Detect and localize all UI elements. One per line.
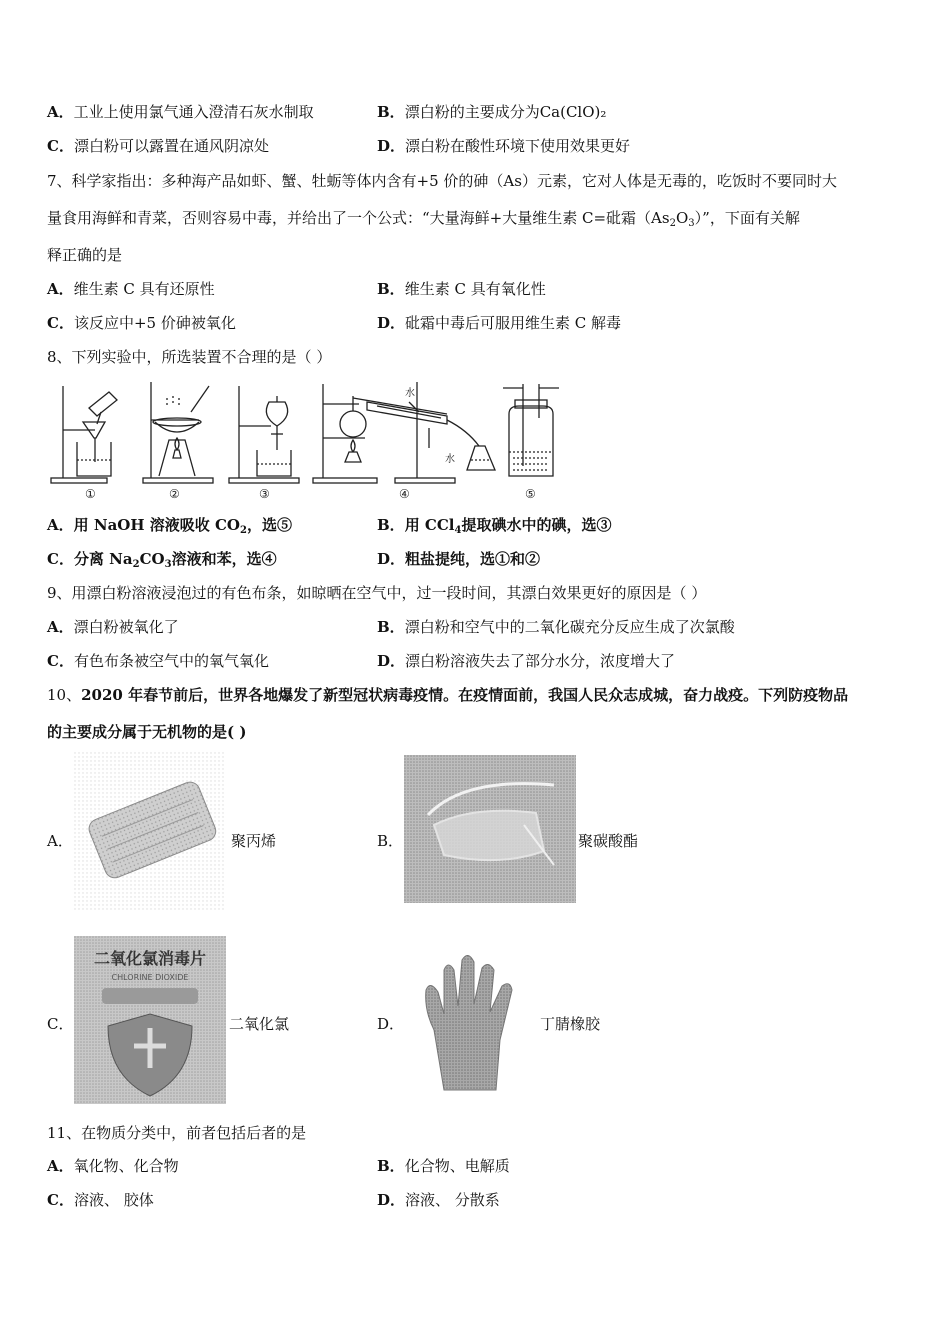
q6-option-d [377,136,630,156]
option-letter: C． [47,550,74,568]
q10-option-d-text: 丁腈橡胶 [540,1015,601,1033]
option-text: 维生素 C 具有氧化性 [404,280,546,298]
apparatus-label-3: ③ [259,487,270,501]
option-text: 化合物、电解质 [404,1157,510,1175]
option-sub: 2 [239,525,247,536]
q7-sub-2: 2 [669,218,676,229]
q6-option-b [377,102,606,122]
option-text: 漂白粉在酸性环境下使用效果更好 [405,137,631,155]
apparatus-5-gas-washing-bottle [503,384,559,476]
q10-option-c-letter: C． [47,1015,74,1033]
option-letter: D． [377,137,406,155]
mask-image [74,752,226,912]
q11-option-a [47,1156,179,1176]
q10-option-c-text: 二氧化氯 [229,1015,290,1033]
option-sub-2: 3 [164,559,172,570]
option-letter: C． [47,1191,74,1209]
option-letter: D． [377,652,406,670]
apparatus-label-5: ⑤ [525,487,536,501]
option-text: 漂白粉溶液失去了部分水分，浓度增大了 [405,652,676,670]
box-title: 二氧化氯消毒片 [93,949,207,968]
water-inlet-label: 水 [405,388,415,399]
option-text: 有色布条被空气中的氧气氧化 [73,652,269,670]
option-letter: A． [47,103,74,121]
option-text-post: ，选⑤ [246,516,292,534]
water-outlet-label: 水 [445,454,455,465]
option-text: 漂白粉和空气中的二氧化碳充分反应生成了次氯酸 [404,618,735,636]
option-letter: D． [377,1191,406,1209]
apparatus-4-distillation [313,382,495,483]
option-text: 粗盐提纯，选①和② [405,550,541,568]
option-text: 维生素 C 具有还原性 [73,280,215,298]
option-letter: B． [377,280,405,298]
option-text: 漂白粉被氧化了 [73,618,179,636]
option-letter: A． [47,1157,74,1175]
q10-stem-line2: 的主要成分属于无机物的是( ) [47,723,247,741]
option-letter: A． [47,618,74,636]
q10-number: 10、 [47,686,82,704]
option-text: 漂白粉的主要成分为Ca(ClO)₂ [404,103,607,121]
q11-option-c [47,1190,154,1210]
option-text: 工业上使用氯气通入澄清石灰水制取 [73,103,314,121]
q10-stem-text: 2020 年春节前后，世界各地爆发了新型冠状病毒疫情。在疫情面前，我国人民众志成城，奋力战疫。下列防疫物品 [81,686,849,704]
q8-option-a [47,515,292,535]
q11-option-b [377,1156,510,1176]
q8-option-d [377,549,540,569]
option-letter: B． [377,516,405,534]
option-letter: B． [377,1157,405,1175]
option-sub: 4 [454,525,462,536]
q10-option-d-letter: D． [377,1015,405,1033]
option-text: 砒霜中毒后可服用维生素 C 解毒 [405,314,622,332]
option-text: 氧化物、化合物 [73,1157,179,1175]
option-text-pre: 分离 Na [73,550,133,568]
q10-option-a-letter: A． [47,832,73,850]
q7-stem-line2-a: 量食用海鲜和青菜，否则容易中毒，并给出了一个公式：“大量海鲜+大量维生素 C=砒霜（As [47,209,670,227]
lab-apparatus-figure [47,378,567,504]
option-letter: D． [377,314,406,332]
option-text-post: 提取碘水中的碘，选③ [461,516,612,534]
gloves-image [404,940,538,1104]
option-text-post: 溶液和苯，选④ [171,550,277,568]
q9-option-d [377,651,675,671]
q8-stem: 8、下列实验中，所选装置不合理的是（ ） [47,348,332,366]
option-letter: D． [377,550,406,568]
option-text: 溶液、 胶体 [73,1191,154,1209]
apparatus-label-1: ① [85,487,96,501]
q9-option-b [377,617,735,637]
q7-sub-3: 3 [688,218,695,229]
option-text-pre: 用 CCl [404,516,455,534]
option-letter: C． [47,137,74,155]
q11-option-d [377,1190,500,1210]
option-text: 漂白粉可以露置在通风阴凉处 [73,137,269,155]
q10-option-b-text: 聚碳酸酯 [578,832,639,850]
option-sub: 2 [132,559,140,570]
q7-option-d [377,313,621,333]
q6-option-a [47,102,314,122]
box-subtitle: CHLORINE DIOXIDE [111,973,189,982]
option-text-mid: CO [139,550,165,568]
option-letter: A． [47,516,74,534]
option-text: 该反应中+5 价砷被氧化 [73,314,236,332]
goggles-image [404,755,576,903]
q7-stem-line2 [47,208,800,228]
q10-stem-line1 [47,685,848,705]
option-text: 溶液、 分散系 [405,1191,500,1209]
q11-stem: 11、在物质分类中，前者包括后者的是 [47,1124,307,1142]
q7-option-c [47,313,236,333]
q6-option-c [47,136,269,156]
q9-option-a [47,617,179,637]
q8-option-c [47,549,277,569]
option-letter: A． [47,280,74,298]
disinfectant-box-image [74,936,226,1104]
q7-option-b [377,279,546,299]
apparatus-1-filtration [51,386,117,483]
apparatus-label-2: ② [169,487,180,501]
q10-option-b-letter: B． [377,832,404,850]
q7-stem-line2-b: O [675,209,689,227]
q8-option-b [377,515,611,535]
option-text-pre: 用 NaOH 溶液吸收 CO [73,516,240,534]
option-letter: C． [47,314,74,332]
option-letter: C． [47,652,74,670]
q9-option-c [47,651,269,671]
apparatus-2-evaporation [143,382,213,483]
option-letter: B． [377,618,405,636]
q9-stem: 9、用漂白粉溶液浸泡过的有色布条，如晾晒在空气中，过一段时间，其漂白效果更好的原因是（ ） [47,584,707,602]
q7-stem-line2-c: ）”，下面有关解 [694,209,800,227]
q7-option-a [47,279,215,299]
q7-stem-line3: 释正确的是 [47,246,123,264]
apparatus-label-4: ④ [399,487,410,501]
apparatus-3-separatory-funnel [229,386,299,483]
q10-option-a-text: 聚丙烯 [231,832,277,850]
q7-stem-line1: 7、科学家指出：多种海产品如虾、蟹、牡蛎等体内含有+5 价的砷（As）元素，它对人体是无毒的，吃饭时不要同时大 [47,172,837,190]
option-letter: B． [377,103,405,121]
